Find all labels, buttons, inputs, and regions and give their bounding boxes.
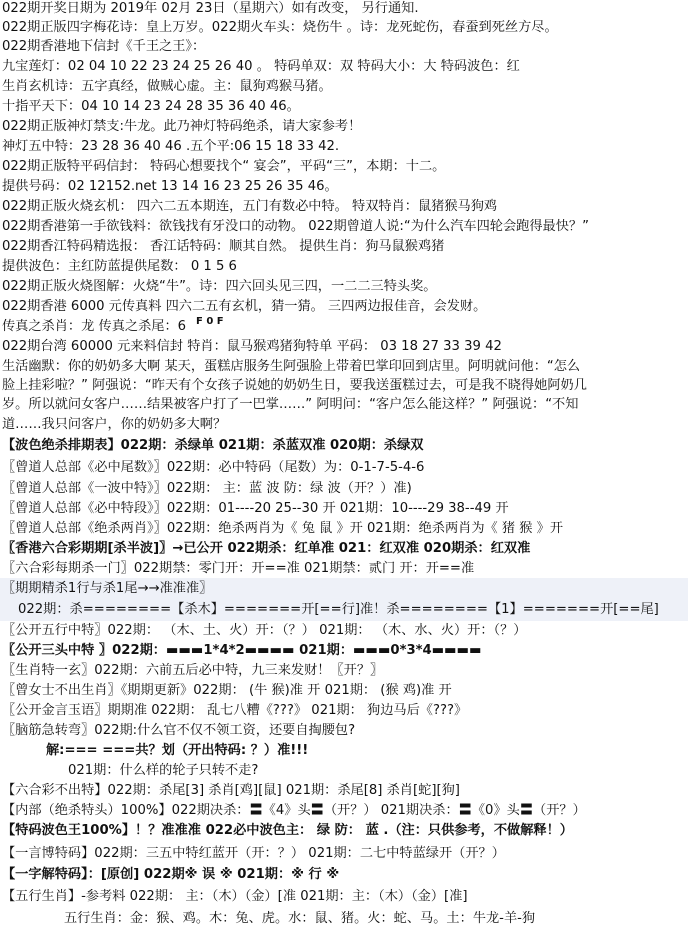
line-element-mapping: 五行生肖：金：猴、鸡。木：兔、虎。水：鼠、猪。火：蛇、马。土：牛龙-羊-狗: [64, 911, 536, 926]
line-wave-color: 提供波色：主红防蓝提供尾数： 0 1 5 6: [2, 259, 237, 274]
line-humor-1: 生活幽默：你的奶奶多大啊 某天，蛋糕店服务生阿强脸上带着巴掌印回到店里。阿明就问他：“怎么: [2, 359, 581, 374]
line-teaser-021: 021期：什么样的轮子只转不走?: [68, 763, 259, 778]
line-teaser-answer: 解:=== ===共？划（开出特码: ？）准!!!: [46, 743, 309, 758]
signature-scribble: F 0 F: [196, 316, 224, 327]
line-fire-diagram: 022期正版火烧图解：火烧“牛”。诗：四六回头见三四，一二二三特头奖。: [2, 279, 437, 294]
line-three-heads: 〖公开三头中特 〗022期：▬▬▬1*4*2▬▬▬▬ 021期：▬▬▬0*3*4▬▬▬▬: [2, 643, 482, 658]
line-five-element-zodiac: 【五行生肖】-参考料 022期： 主：（木）（金）[准 021期：主：（木）（金）[准]: [2, 889, 468, 904]
line-special-range: 〖曾道人总部《必中特段》〗022期：01----20 25--30 开 021期：10----29 38--49 开: [2, 501, 509, 516]
line-fax-kill: 传真之杀肖：龙 传真之杀尾：6: [2, 319, 187, 334]
line-taiwan-envelope: 022期台湾 60000 元来料信封 特肖：鼠马猴鸡猪狗特单 平码： 03 18 27 33 39 42: [2, 339, 502, 354]
line-flat-code-envelope: 022期正版特平码信封： 特码心想要找个“ 宴会”，平码“三”，本期：十二。: [2, 159, 446, 174]
line-ten-fingers: 十指平天下：04 10 14 23 24 28 35 36 40 46。: [2, 99, 300, 114]
line-one-char-code: 【一字解特码】：[原创] 022期※ 误 ※ 021期：※ 行 ※: [2, 867, 340, 882]
line-five-elements: 〖公开五行中特〗022期： （木、土、火）开：（？） 021期： （木、水、火）开：（？）: [2, 623, 527, 638]
line-one-word-code: 【一言博特码】022期：三五中特红蓝开（开：？） 021期：二七中特蓝绿开（开？）: [2, 846, 505, 861]
line-no-special: 【六合彩不出特】022期：杀尾[3] 杀肖[鸡][鼠] 021期：杀尾[8] 杀肖[蛇][狗]: [2, 783, 460, 798]
line-zodiac-poem: 生肖玄机诗：五字真经，做贼心虚。主：鼠狗鸡猴马猪。: [2, 79, 332, 94]
line-brain-teaser: 〖脑筋急转弯〗022期:什么官不仅不领工资，还要自掏腰包?: [2, 723, 356, 738]
line-zodiac-mystery: 〖生肖特一玄〗022期：六前五后必中特，九三来发财！〖开？〗: [2, 663, 384, 678]
line-kill-half-wave: 〖香港六合彩期期[杀半波]〗→已公开 022期杀：红单准 021：红双准 020期杀：红双准: [2, 541, 531, 556]
line-plum-poem: 022期正版四字梅花诗：皇上万岁。022期火车头：烧伤牛 。诗：龙死蛇伤，春蚕到死丝方尽。: [2, 20, 558, 35]
line-internal-kill: 【内部（绝杀特头）100%】022期决杀：〓《4》头〓（开？） 021期决杀：〓《0》头〓（开？）: [2, 803, 586, 818]
line-humor-3: 岁。所以就问女客户……结果被客户打了一巴掌……” 阿明问：“客户怎么能这样？” 阿强说：“不知: [2, 397, 579, 412]
line-ms-zodiac: 〖曾女士不出生肖〗《期期更新》022期： (牛 猴)准 开 021期： (猴 鸡)准 开: [2, 683, 452, 698]
line-humor-4: 道……我只问客户，你的奶奶多大啊？: [2, 417, 227, 432]
line-lamp-five: 神灯五中特：23 28 36 40 46 .五个平:06 15 18 33 42.: [2, 139, 340, 154]
line-kill-two-zodiac: 〖曾道人总部《绝杀两肖》〗022期：绝杀两肖为《 兔 鼠 》开 021期：绝杀两肖为《 猪 猴 》开: [2, 521, 564, 536]
line-magic-lamp: 022期正版神灯禁支:牛龙。此乃神灯特码绝杀，请大家参考！: [2, 119, 362, 134]
line-hk-envelope: 022期香港地下信封《千王之王》：: [2, 39, 206, 54]
line-wave-kill-schedule: 【波色绝杀排期表】022期：杀绿单 021期：杀蓝双准 020期：杀绿双: [2, 438, 424, 453]
line-kill-one-door: 〖六合彩每期杀一门〗022期禁：零门开：开==准 021期禁：贰门 开：开==准: [2, 561, 475, 576]
line-fire-mystery: 022期正版火烧玄机： 四六二五本期连，五门有数必中特。 特双特肖：鼠猪猴马狗鸡: [2, 199, 498, 214]
line-provided-numbers: 提供号码：02 12152.net 13 14 16 23 25 26 35 46。: [2, 179, 338, 194]
line-hk-first-hand: 022期香港第一手欲钱料：欲钱找有牙没口的动物。 022期曾道人说:“为什么汽车四轮会跑得最快？”: [2, 219, 589, 234]
line-wave-king: 【特码波色王100%】！？准准准 022必中波色主： 绿 防： 蓝 .（注：只供参考，不做解释！）: [2, 823, 573, 838]
line-draw-date: 022期开奖日期为 2019年 02月 23日（星期六）如有改变， 另行通知.: [2, 1, 419, 16]
line-hk-fax: 022期香港 6000 元传真料 四六二五有玄机，猜一猜。 三四两边报佳音，会发财。: [2, 299, 487, 314]
line-one-wave: 〖曾道人总部《一波中特》〗022期： 主：蓝 波 防：绿 波（开？）准): [2, 481, 412, 496]
line-xiangjiang: 022期香江特码精选报： 香江话特码：顺其自然。 提供生肖：狗马鼠猴鸡猪: [2, 239, 445, 254]
line-kill-element-tail-title: 〖期期精杀1行与杀1尾→→准准准〗: [2, 581, 213, 596]
line-nine-lotus: 九宝莲灯：02 04 10 22 23 24 25 26 40 。 特码单双：双 特码大小：大 特码波色：红: [2, 59, 520, 74]
line-golden-words: 〖公开金言玉语〗期期准 022期： 乱七八糟《???》 021期： 狗边马后《???》: [2, 703, 468, 718]
line-humor-2: 脸上挂彩啦？” 阿强说：“昨天有个女孩子说她的奶奶生日，要我送蛋糕过去，可是我不晓得她阿奶几: [2, 378, 587, 393]
line-kill-wood: 022期：杀========【杀木】=======开[==行]准！杀========【1】=======开[==尾]: [18, 602, 659, 617]
line-must-tail: 〖曾道人总部《必中尾数》〗022期：必中特码（尾数）为：0-1-7-5-4-6: [2, 460, 425, 475]
